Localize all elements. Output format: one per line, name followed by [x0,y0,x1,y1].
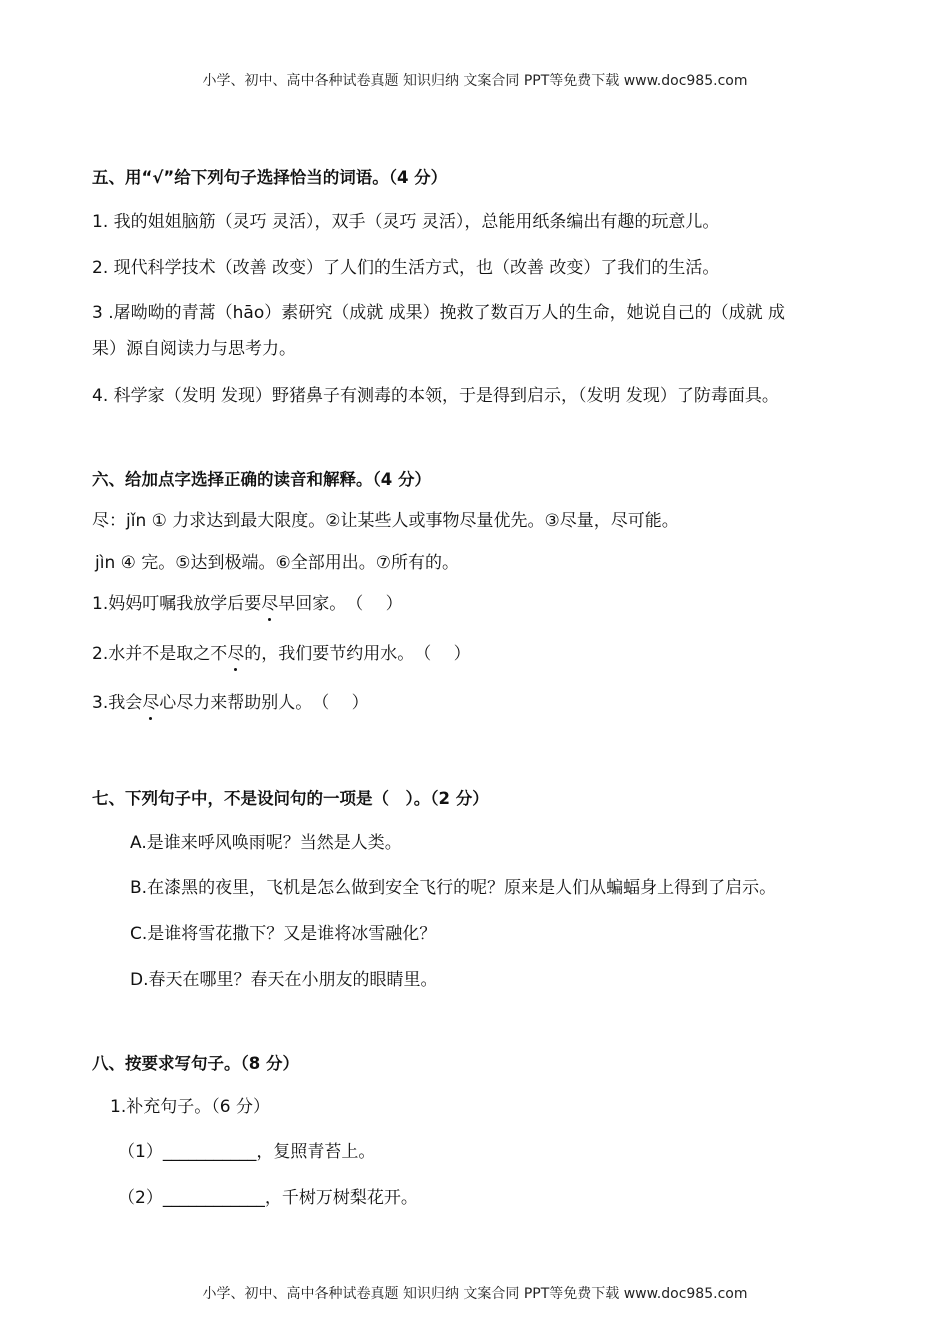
q-text: 早回家。 （ ） [278,594,403,614]
q-text: 的，我们要节约用水。 （ ） [244,644,471,664]
s7-option-b: B.在漆黑的夜里，飞机是怎么做到安全飞行的呢？原来是人们从蝙蝠身上得到了启示。 [130,878,777,898]
dotted-char: 尽 [142,693,160,713]
q-text: 3.我会 [92,693,143,713]
s6-definition-1: 尽：jǐn ① 力求达到最大限度。②让某些人或事物尽量优先。③尽量，尽可能。 [92,511,679,531]
section-8-title: 八、按要求写句子。（8 分） [92,1054,299,1073]
s8-item-1: （1）___________，复照青苔上。 [118,1142,376,1162]
page-header: 小学、初中、高中各种试卷真题 知识归纳 文案合同 PPT等免费下载 www.doc985.com [202,73,748,89]
s5-line-4: 4. 科学家（发明 发现）野猪鼻子有测毒的本领，于是得到启示，（发明 发现）了防毒面具。 [92,386,779,406]
q-text: 1.妈妈叮嘱我放学后要 [92,594,262,614]
section-5-title: 五、用“√”给下列句子选择恰当的词语。（4 分） [92,168,448,187]
s8-subtitle: 1.补充句子。（6 分） [110,1097,270,1117]
q-text: 心尽力来帮助别人。 （ ） [159,693,369,713]
section-6-title: 六、给加点字选择正确的读音和解释。（4 分） [92,470,431,489]
s6-question-2 [92,643,471,665]
dotted-char: 尽 [227,644,245,664]
dotted-char: 尽 [261,594,279,614]
s7-option-d: D.春天在哪里？春天在小朋友的眼睛里。 [130,970,438,990]
s5-line-3: 3 .屠呦呦的青蒿（hāo）素研究（成就 成果）挽救了数百万人的生命，她说自己的（成就 成 [92,303,786,323]
page-footer: 小学、初中、高中各种试卷真题 知识归纳 文案合同 PPT等免费下载 www.doc985.com [202,1286,748,1302]
s5-line-2: 2. 现代科学技术（改善 改变）了人们的生活方式，也（改善 改变）了我们的生活。 [92,258,720,278]
s8-item-2: （2）____________，千树万树梨花开。 [118,1188,418,1208]
s5-line-1: 1. 我的姐姐脑筋（灵巧 灵活），双手（灵巧 灵活），总能用纸条编出有趣的玩意儿。 [92,212,720,232]
section-7-title: 七、下列句子中，不是设问句的一项是（ ）。（2 分） [92,789,489,808]
s6-question-3 [92,692,369,714]
s7-option-c: C.是谁将雪花撒下？又是谁将冰雪融化？ [130,924,437,944]
s7-option-a: A.是谁来呼风唤雨呢？当然是人类。 [130,833,402,853]
s5-line-3b: 果）源自阅读力与思考力。 [92,339,296,359]
q-text: 2.水并不是取之不 [92,644,228,664]
s6-definition-2: jìn ④ 完。⑤达到极端。⑥全部用出。⑦所有的。 [95,553,459,573]
s6-question-1 [92,593,403,615]
